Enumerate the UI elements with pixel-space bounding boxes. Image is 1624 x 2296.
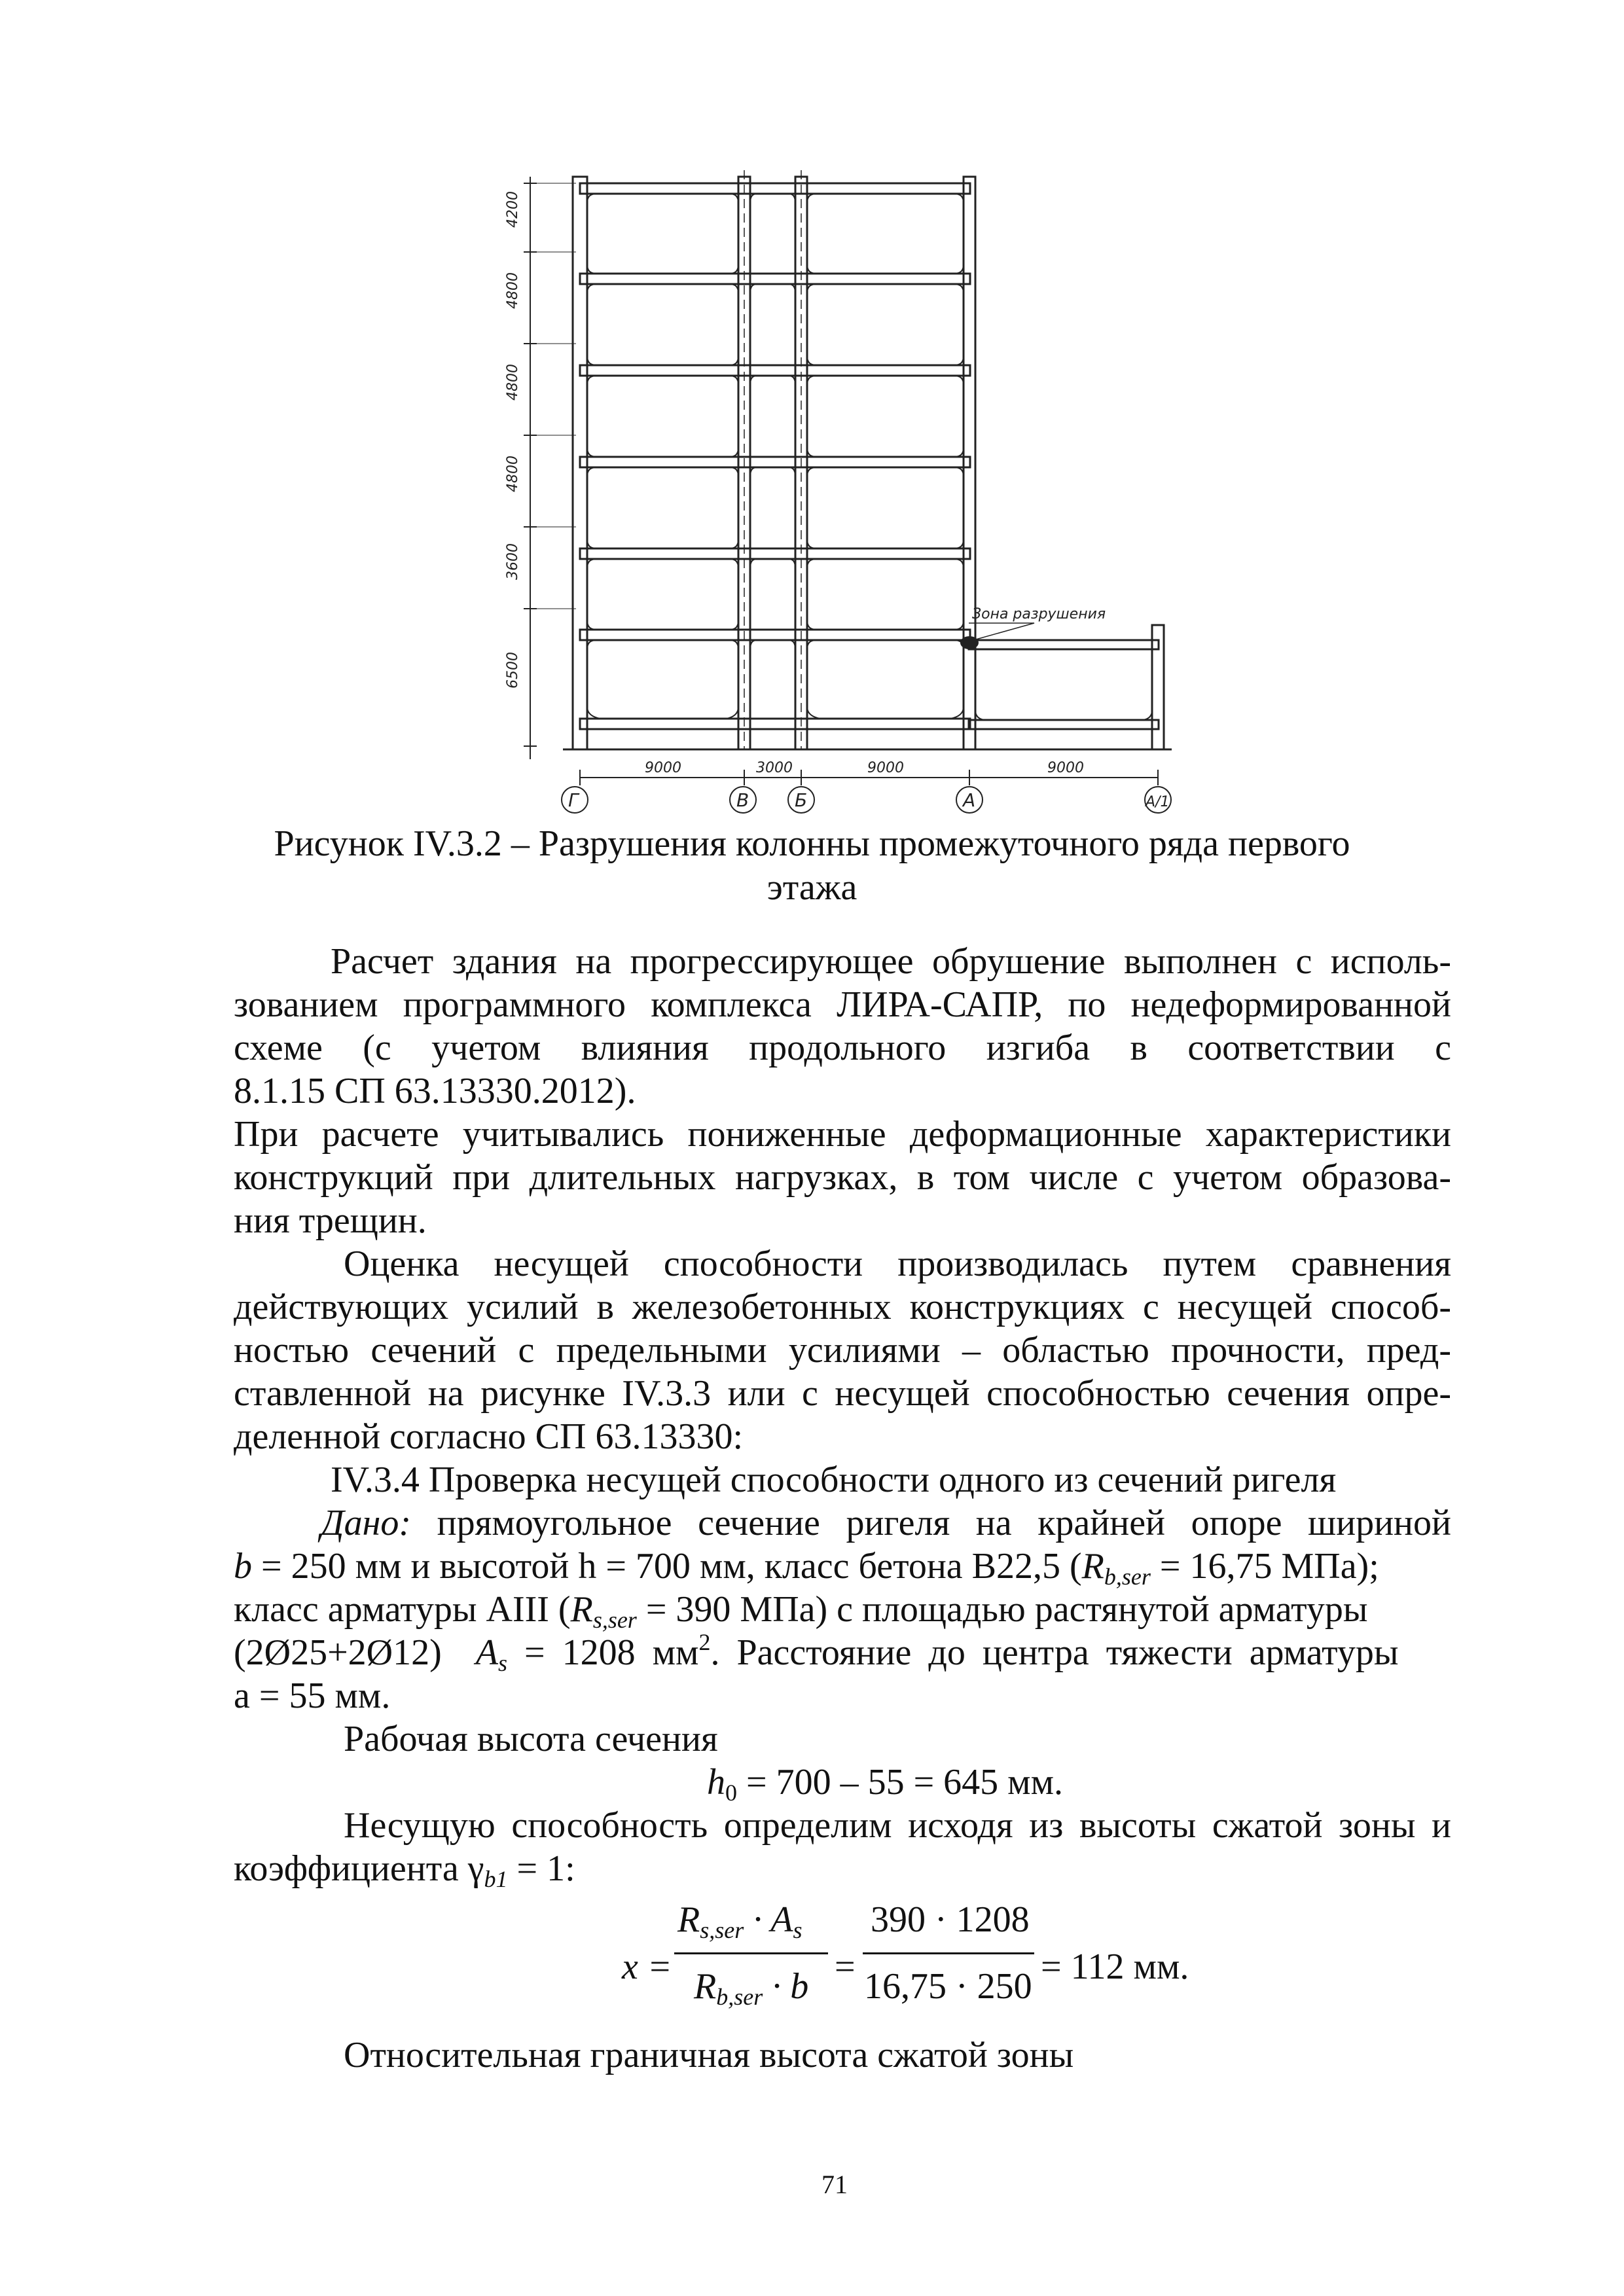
work-height-label: Рабочая высота сечения bbox=[344, 1719, 718, 1759]
symbol-a-sub: s bbox=[497, 1650, 507, 1676]
num-r: R bbox=[677, 1899, 700, 1940]
work-height-equation bbox=[707, 1761, 1063, 1804]
figure-caption-line-2: этажа bbox=[767, 867, 857, 908]
area-unit-sup: 2 bbox=[698, 1629, 711, 1655]
floor-height-6: 6500 bbox=[505, 652, 521, 689]
formula-numerator-1 bbox=[677, 1898, 802, 1941]
formula-numerator-2: 390 · 1208 bbox=[871, 1899, 1030, 1940]
formula-equals: = bbox=[835, 1946, 856, 1987]
span-label-4: 9000 bbox=[1047, 760, 1084, 776]
formula-denominator-1 bbox=[694, 1965, 808, 2008]
paragraph-1-line-4: 8.1.15 СП 63.13330.2012). bbox=[234, 1071, 636, 1111]
num-a: · A bbox=[753, 1899, 793, 1940]
given-line-2-value: = 16,75 МПа); bbox=[1159, 1546, 1379, 1587]
damage-zone-marker bbox=[960, 636, 979, 649]
axis-label-b: Б bbox=[795, 789, 808, 811]
gamma-sub: b1 bbox=[484, 1866, 508, 1892]
given-line-4-text: . Расстояние до центра тяжести арматуры bbox=[710, 1632, 1399, 1673]
given-line-2-text: = 250 мм и высотой h = 700 мм, класс бетона B22,5 ( bbox=[261, 1546, 1082, 1587]
symbol-h-sub: 0 bbox=[725, 1780, 737, 1806]
den-b: · b bbox=[772, 1966, 809, 2007]
symbol-a: A bbox=[475, 1632, 498, 1673]
work-height-value: = 700 – 55 = 645 мм. bbox=[746, 1762, 1064, 1803]
last-line: Относительная граничная высота сжатой зоны bbox=[344, 2035, 1074, 2075]
section-heading: IV.3.4 Проверка несущей способности одного из сечений ригеля bbox=[331, 1460, 1337, 1500]
paragraph-3-line-2: действующих усилий в железобетонных конструкциях с несущей способ- bbox=[234, 1287, 1451, 1327]
floor-height-5: 3600 bbox=[505, 543, 521, 580]
symbol-b: b bbox=[234, 1546, 252, 1587]
paragraph-1-line-3: схеме (с учетом влияния продольного изгиба в соответствии с bbox=[234, 1028, 1451, 1068]
given-line-1-text: прямоугольное сечение ригеля на крайней опоре шириной bbox=[437, 1503, 1451, 1543]
span-label-1: 9000 bbox=[645, 760, 681, 776]
damage-zone-label: Зона разрушения bbox=[972, 606, 1106, 622]
span-label-2: 3000 bbox=[756, 760, 793, 776]
floor-height-4: 4800 bbox=[505, 456, 521, 492]
paragraph-2-line-2: конструкций при длительных нагрузках, в том числе с учетом образова- bbox=[234, 1157, 1451, 1198]
symbol-r-s: R bbox=[570, 1589, 593, 1630]
axis-label-a: А bbox=[963, 789, 976, 811]
paragraph-3-line-1: Оценка несущей способности производилась путем сравнения bbox=[344, 1244, 1451, 1284]
paragraph-1-line-1: Расчет здания на прогрессирующее обрушение выполнен с исполь- bbox=[331, 941, 1451, 982]
paragraph-3-line-4: ставленной на рисунке IV.3.3 или с несущей способностью сечения опре- bbox=[234, 1373, 1451, 1414]
axis-label-a1: А/1 bbox=[1146, 794, 1170, 810]
symbol-r-sub: b,ser bbox=[1104, 1564, 1151, 1590]
span-label-3: 9000 bbox=[867, 760, 904, 776]
fraction-bar-2 bbox=[863, 1952, 1034, 1954]
paragraph-2-line-1: При расчете учитывались пониженные деформационные характеристики bbox=[234, 1114, 1451, 1155]
figure-caption-line-1: Рисунок IV.3.2 – Разрушения колонны промежуточного ряда первого bbox=[274, 823, 1350, 864]
symbol-r-s-sub: s,ser bbox=[592, 1607, 637, 1633]
floor-height-2: 4800 bbox=[505, 272, 521, 309]
den-r: R bbox=[694, 1966, 717, 2007]
symbol-h: h bbox=[707, 1762, 725, 1803]
capacity-line-2 bbox=[234, 1847, 575, 1890]
given-line-2 bbox=[234, 1545, 1451, 1588]
given-line-3-text: класс арматуры АIII ( bbox=[234, 1589, 571, 1630]
floor-height-3: 4800 bbox=[505, 364, 521, 401]
given-line-3-value: = 390 МПа) с площадью растянутой арматуры bbox=[645, 1589, 1368, 1630]
paragraph-2-line-3: ния трещин. bbox=[234, 1200, 427, 1241]
given-line-4 bbox=[234, 1631, 1399, 1674]
formula-denominator-2: 16,75 · 250 bbox=[864, 1966, 1032, 2007]
fraction-bar-1 bbox=[674, 1952, 828, 1954]
area-value: = 1208 мм bbox=[524, 1632, 699, 1673]
den-r-sub: b,ser bbox=[716, 1984, 763, 2010]
given-line-1 bbox=[321, 1501, 1451, 1545]
symbol-r: R bbox=[1081, 1546, 1104, 1587]
axis-label-g: Г bbox=[568, 789, 579, 811]
frame-elevation-drawing bbox=[497, 157, 1204, 818]
page-number: 71 bbox=[821, 2170, 848, 2199]
given-line-3 bbox=[234, 1588, 1367, 1631]
paragraph-1-line-2: зованием программного комплекса ЛИРА-САПР, по недеформированной bbox=[234, 984, 1451, 1025]
paragraph-3-line-3: ностью сечений с предельными усилиями – областью прочности, пред- bbox=[234, 1330, 1451, 1371]
formula-x bbox=[622, 1945, 672, 1988]
formula-result: = 112 мм. bbox=[1041, 1946, 1189, 1987]
axis-label-v: В bbox=[736, 789, 749, 811]
num-a-sub: s bbox=[793, 1917, 803, 1943]
floor-height-1: 4200 bbox=[505, 191, 521, 228]
rebar-spec: (2Ø25+2Ø12) bbox=[234, 1632, 442, 1673]
gamma-value: = 1: bbox=[516, 1848, 575, 1889]
capacity-line-1: Несущую способность определим исходя из высоты сжатой зоны и bbox=[344, 1805, 1451, 1846]
given-label: Дано: bbox=[321, 1503, 412, 1543]
capacity-text: коэффициента γ bbox=[234, 1848, 484, 1889]
given-line-5: a = 55 мм. bbox=[234, 1676, 391, 1716]
num-r-sub: s,ser bbox=[700, 1917, 744, 1943]
paragraph-3-line-5: деленной согласно СП 63.13330: bbox=[234, 1416, 744, 1457]
formula-x-symbol: x = bbox=[622, 1946, 672, 1987]
